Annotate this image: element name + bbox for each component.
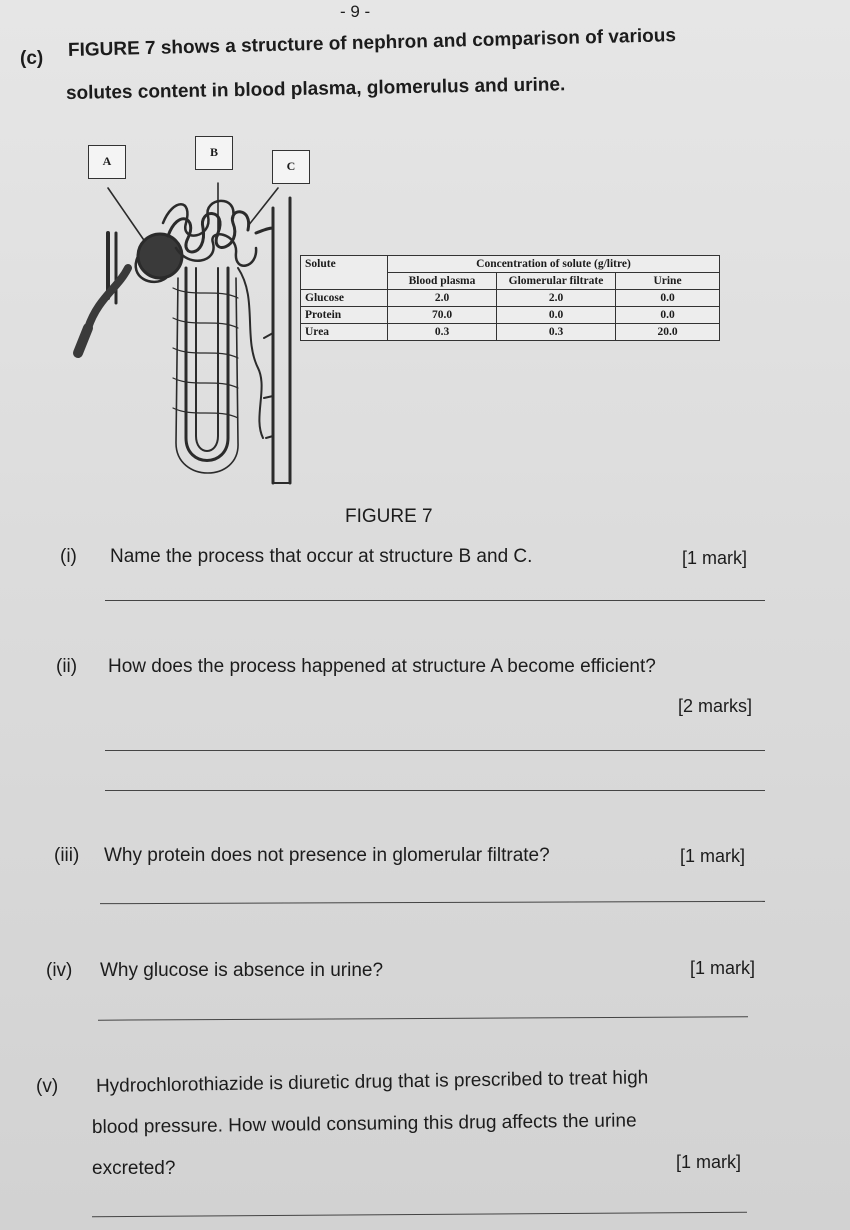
- answer-line[interactable]: [105, 600, 765, 601]
- cell-urine: 0.0: [616, 307, 720, 324]
- question-2-text: How does the process happened at structure A become efficient?: [108, 656, 656, 677]
- figure-caption: FIGURE 7: [345, 506, 433, 527]
- cell-filtrate: 0.3: [497, 324, 616, 341]
- header-blood-plasma: Blood plasma: [388, 273, 497, 290]
- question-4-marks: [1 mark]: [690, 958, 756, 978]
- answer-line[interactable]: [98, 1016, 748, 1020]
- cell-urine: 20.0: [616, 324, 720, 341]
- cell-plasma: 0.3: [388, 324, 497, 341]
- table-row: [301, 324, 720, 341]
- question-1-number: (i): [60, 546, 77, 567]
- solute-table: [300, 255, 720, 341]
- cell-solute: Protein: [301, 307, 388, 324]
- cell-plasma: 2.0: [388, 290, 497, 307]
- answer-line[interactable]: [105, 750, 765, 751]
- nephron-diagram: [68, 138, 303, 493]
- header-solute: Solute: [301, 256, 388, 290]
- label-a: A: [88, 145, 126, 179]
- answer-line[interactable]: [100, 901, 765, 904]
- answer-line[interactable]: [92, 1212, 747, 1218]
- cell-solute: Urea: [301, 324, 388, 341]
- question-4-number: (iv): [46, 960, 73, 981]
- cell-urine: 0.0: [616, 290, 720, 307]
- cell-solute: Glucose: [301, 290, 388, 307]
- question-2-number: (ii): [56, 656, 78, 677]
- question-5-line-3: excreted?: [92, 1158, 176, 1179]
- cell-filtrate: 0.0: [497, 307, 616, 324]
- page-number: - 9 -: [340, 2, 371, 21]
- header-glomerular-filtrate: Glomerular filtrate: [497, 273, 616, 290]
- cell-filtrate: 2.0: [497, 290, 616, 307]
- question-1-text: Name the process that occur at structure B and C.: [110, 546, 533, 567]
- question-5-line-2: blood pressure. How would consuming this drug affects the urine: [91, 1110, 637, 1138]
- question-part-label: (c): [20, 48, 44, 69]
- question-1-marks: [1 mark]: [682, 548, 748, 568]
- header-concentration: Concentration of solute (g/litre): [388, 256, 720, 273]
- label-c: C: [272, 150, 310, 184]
- question-5-marks: [1 mark]: [676, 1152, 742, 1172]
- question-5-number: (v): [36, 1076, 59, 1097]
- cell-plasma: 70.0: [388, 307, 497, 324]
- table-row: [301, 307, 720, 324]
- table-row: [301, 290, 720, 307]
- table-header-row: [301, 256, 720, 273]
- question-3-marks: [1 mark]: [680, 846, 746, 866]
- question-4-text: Why glucose is absence in urine?: [100, 960, 384, 981]
- label-b: B: [195, 136, 233, 170]
- intro-line-2: solutes content in blood plasma, glomerulus and urine.: [65, 74, 566, 104]
- question-5-line-1: Hydrochlorothiazide is diuretic drug that is prescribed to treat high: [95, 1067, 649, 1097]
- question-2-marks: [2 marks]: [678, 696, 753, 716]
- header-urine: Urine: [616, 273, 720, 290]
- question-3-number: (iii): [54, 845, 80, 866]
- answer-line[interactable]: [105, 790, 765, 791]
- question-3-text: Why protein does not presence in glomerular filtrate?: [104, 845, 550, 866]
- intro-line-1: FIGURE 7 shows a structure of nephron and comparison of various: [67, 25, 677, 61]
